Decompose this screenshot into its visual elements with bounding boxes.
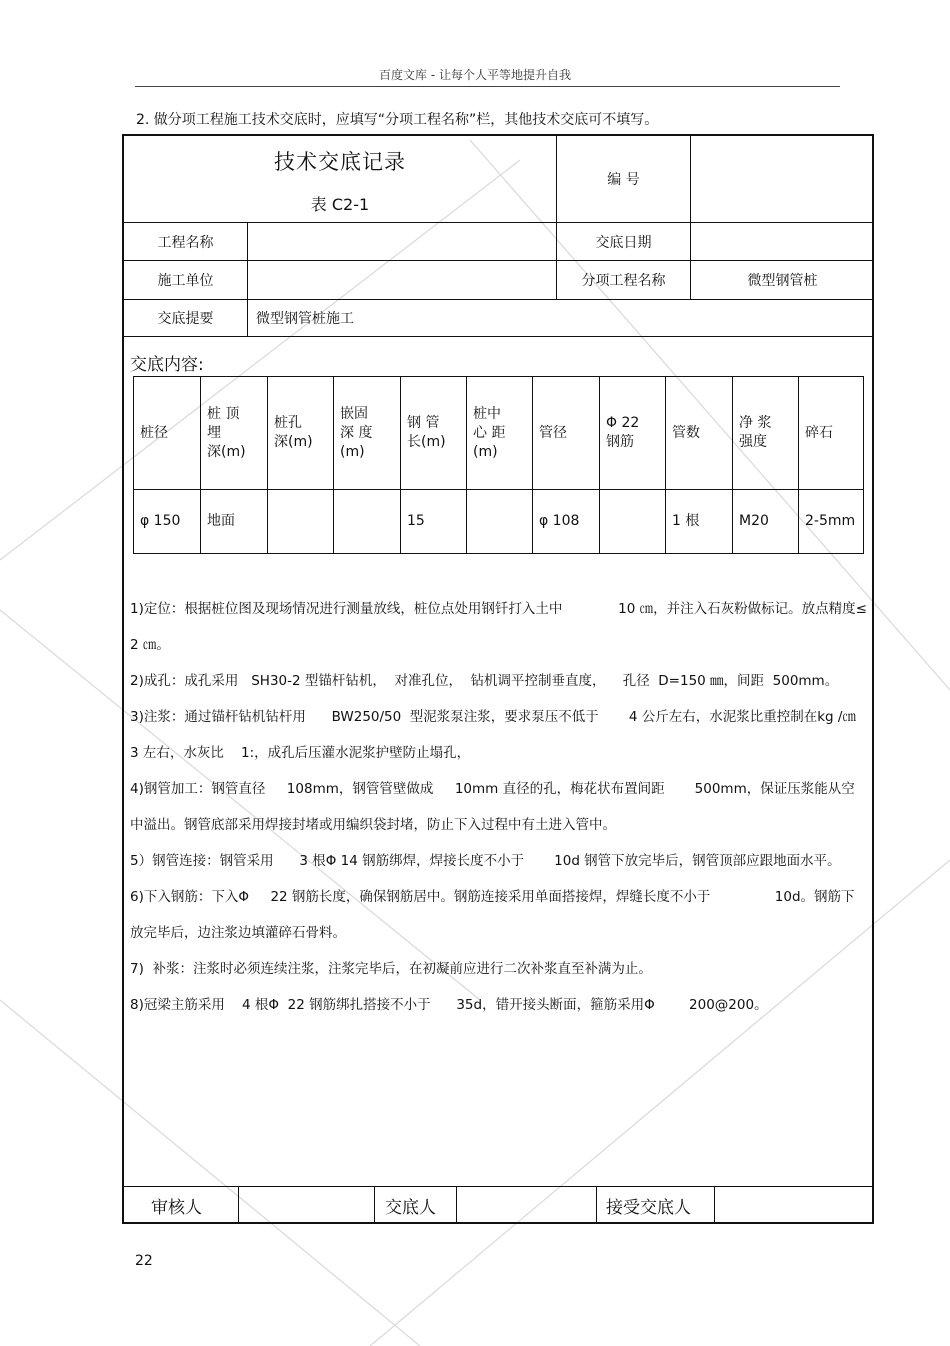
procedure-step-5: 5）钢管连接：钢管采用 3 根Φ 14 钢筋绑焊，焊接长度不小于 10d 钢管下放完毕后，钢管顶部应跟地面水平。: [130, 853, 841, 869]
date-label: 交底日期: [595, 234, 652, 251]
sub-project-field[interactable]: 微型钢管桩: [747, 273, 818, 289]
header-pile-top-depth: 桩 顶 埋 深(m): [207, 405, 246, 460]
header-pipe-count: 管数: [672, 424, 700, 441]
form-title: 技术交底记录: [274, 150, 406, 174]
header-grout-strength: 净 浆 强度: [739, 415, 772, 450]
date-field[interactable]: [691, 223, 874, 260]
table-cell: 1 根: [672, 513, 700, 529]
procedure-step-3: 3)注浆：通过锚杆钻机钻杆用 BW250/50 型泥浆泵注浆，要求泵压不低于 4 公斤左右，水泥浆比重控制在kg /㎝ 3 左右，水灰比 1:，成孔后压灌水泥浆护壁防止塌孔，: [130, 709, 861, 761]
header-pipe-diameter: 管径: [539, 424, 567, 441]
header-gravel: 碎石: [805, 424, 833, 441]
table-cell: M20: [739, 513, 769, 529]
instruction-note: 2. 做分项工程施工技术交底时，应填写“分项工程名称”栏，其他技术交底可不填写。: [136, 112, 659, 128]
table-cell: [334, 490, 400, 553]
summary-label: 交底提要: [157, 311, 214, 327]
header-embed-depth: 嵌固 深 度 (m): [340, 405, 373, 460]
page-header: 百度文库 - 让每个人平等地提升自我: [379, 68, 571, 82]
header-pipe-length: 钢 管 长(m): [407, 415, 446, 450]
procedure-step-2: 2)成孔：成孔采用 SH30-2 型锚杆钻机， 对准孔位， 钻机调平控制垂直度， 孔径 D=150 ㎜，间距 500mm。: [130, 673, 839, 689]
table-cell: 2-5mm: [805, 513, 856, 529]
procedure-step-4: 4)钢管加工：钢管直径 108mm，钢管管壁做成 10mm 直径的孔，梅花状布置间距 500mm，保证压浆能从空中溢出。钢管底部采用焊接封堵或用编织袋封堵，防止下入过程中有土进入管中。: [130, 781, 855, 833]
header-hole-depth: 桩孔 深(m): [274, 415, 313, 450]
reviewer-field[interactable]: [239, 1187, 374, 1224]
number-label: 编 号: [607, 172, 640, 188]
project-name-field[interactable]: [248, 223, 556, 260]
header-rebar-22: Φ 22 钢筋: [606, 415, 640, 450]
header-divider: [135, 86, 840, 87]
construction-unit-field[interactable]: [248, 261, 556, 299]
receiver-field[interactable]: [715, 1187, 874, 1224]
table-cell: 地面: [207, 513, 235, 529]
header-pile-spacing: 桩中 心 距 (m): [473, 405, 506, 460]
spec-table: [133, 376, 864, 554]
disclosure-form: [122, 134, 880, 1224]
discloser-field[interactable]: [457, 1187, 596, 1224]
header-pile-diameter: 桩径: [140, 424, 168, 441]
summary-field[interactable]: 微型钢管桩施工: [256, 311, 354, 327]
form-table-number: 表 C2-1: [310, 195, 370, 214]
procedure-step-1: 1)定位：根据桩位图及现场情况进行测量放线，桩位点处用钢钎打入土中 10 ㎝，并注入石灰粉做标记。放点精度≤ 2 ㎝。: [130, 601, 880, 653]
procedure-step-6: 6)下入钢筋：下入Φ 22 钢筋长度，确保钢筋居中。钢筋连接采用单面搭接焊，焊缝长度不小于 10d。钢筋下放完毕后，边注浆边填灌碎石骨料。: [130, 889, 855, 941]
table-cell: φ 150: [140, 513, 181, 529]
project-name-label: 工程名称: [157, 234, 214, 251]
table-cell: 15: [407, 513, 425, 529]
content-label: 交底内容:: [130, 355, 204, 375]
construction-unit-label: 施工单位: [157, 273, 214, 289]
procedure-step-7: 7) 补浆：注浆时必须连续注浆，注浆完毕后，在初凝前应进行二次补浆直至补满为止。: [130, 961, 652, 977]
table-cell: [268, 490, 333, 553]
table-cell: φ 108: [539, 513, 580, 529]
sub-project-label: 分项工程名称: [581, 273, 666, 289]
reviewer-label: 审核人: [151, 1198, 202, 1218]
table-cell: [600, 490, 665, 553]
table-cell: [467, 490, 532, 553]
page-number: 22: [135, 1253, 153, 1269]
number-field[interactable]: [691, 136, 874, 222]
receiver-label: 接受交底人: [606, 1198, 691, 1218]
procedure-step-8: 8)冠梁主筋采用 4 根Φ 22 钢筋绑扎搭接不小于 35d，错开接头断面，箍筋采用Φ 200@200。: [130, 997, 768, 1013]
discloser-label: 交底人: [385, 1198, 436, 1218]
procedure-text: [130, 591, 880, 1023]
